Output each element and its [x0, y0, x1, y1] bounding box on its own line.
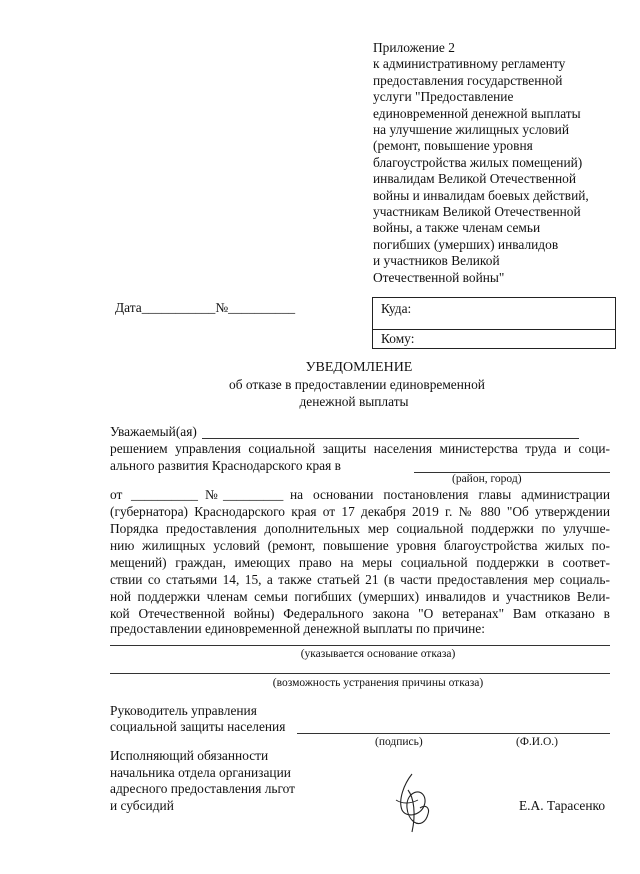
- region-hint: (район, город): [452, 473, 522, 485]
- footer-position: [110, 748, 295, 814]
- number-label: №: [215, 300, 229, 315]
- body-line: ной поддержки членам семьи погибших (умерших) инвалидов и участников Вели-: [110, 589, 610, 604]
- footer-line: начальника отдела организации: [110, 764, 291, 780]
- appendix-line: единовременной денежной выплаты: [373, 105, 581, 121]
- date-number-line: [115, 300, 295, 316]
- recipient-label: Кому:: [381, 331, 415, 346]
- appendix-line: Приложение 2: [373, 40, 455, 55]
- handwritten-signature: [390, 770, 440, 836]
- addressee-name-field[interactable]: [202, 438, 579, 439]
- appendix-line: (ремонт, повышение уровня: [373, 138, 533, 154]
- appendix-line: Отечественной войны": [373, 269, 505, 285]
- recipient-box[interactable]: [372, 329, 616, 349]
- appendix-line: предоставления государственной: [373, 72, 563, 88]
- appendix-line: инвалидам Великой Отечественной: [373, 171, 577, 187]
- decision-number-label: №: [205, 487, 218, 502]
- date-field[interactable]: ___________: [141, 300, 216, 315]
- appendix-line: благоустройства жилых помещений): [373, 154, 583, 170]
- body-line: решением управления социальной защиты населения министерства труда и соци-: [110, 441, 610, 456]
- decision-date-field[interactable]: __________: [131, 487, 198, 502]
- body-line: ального развития Краснодарского края в: [110, 458, 341, 473]
- from-label: от: [110, 487, 123, 502]
- appendix-line: услуги "Предоставление: [373, 89, 514, 105]
- signatory-name: Е.А. Тарасенко: [519, 798, 606, 813]
- document-subtitle-2: денежной выплаты: [299, 394, 409, 409]
- remedy-field[interactable]: [110, 673, 610, 674]
- date-label: Дата: [115, 300, 142, 315]
- footer-line: и субсидий: [110, 797, 174, 813]
- head-signature-field[interactable]: [297, 733, 610, 734]
- appendix-line: войны и инвалидам боевых действий,: [373, 187, 589, 203]
- appendix-line: к административному регламенту: [373, 56, 566, 72]
- body-line: (губернатора) Краснодарского края от 17 декабря 2019 г. № 880 "Об утверждении: [110, 504, 610, 519]
- decision-number-field[interactable]: _________: [223, 487, 284, 502]
- appendix-line: на улучшение жилищных условий: [373, 122, 570, 138]
- body-line: кой Отечественной войны) Федерального закона "О ветеранах" Вам отказано в: [110, 606, 610, 621]
- body-line: ствии со статьями 14, 15, а также статьей 21 (в части предоставления мер социаль-: [110, 572, 610, 587]
- footer-line: Исполняющий обязанности: [110, 748, 269, 763]
- number-field[interactable]: __________: [228, 300, 296, 315]
- appendix-line: и участников Великой: [373, 253, 500, 269]
- signature-hint: (подпись): [375, 736, 423, 748]
- body-line: Порядка предоставления дополнительных мер социальной поддержки по улучше-: [110, 521, 610, 536]
- appendix-line: участникам Великой Отечественной: [373, 204, 581, 220]
- footer-line: адресного предоставления льгот: [110, 781, 296, 796]
- body-line: на основании постановления главы администрации: [290, 487, 610, 502]
- head-title-line-1: Руководитель управления: [110, 703, 257, 718]
- appendix-line: войны, а также членам семьи: [373, 220, 541, 236]
- appendix-header: [373, 40, 589, 286]
- destination-label: Куда:: [381, 301, 412, 316]
- appendix-line: погибших (умерших) инвалидов: [373, 236, 559, 252]
- document-subtitle-1: об отказе в предоставлении единовременной: [229, 377, 485, 392]
- refusal-reason-field[interactable]: [110, 645, 610, 646]
- document-title: УВЕДОМЛЕНИЕ: [305, 360, 413, 375]
- destination-box[interactable]: [372, 297, 616, 330]
- body-line: предоставлении единовременной денежной выплаты по причине:: [110, 621, 485, 636]
- body-line: нию жилищных условий (ремонт, повышение уровня благоустройства жилых по-: [110, 538, 610, 553]
- body-line: мещений) граждан, имеющих право на меры социальной поддержки в соответ-: [110, 555, 610, 570]
- refusal-reason-hint: (указывается основание отказа): [300, 648, 456, 660]
- greeting-label: Уважаемый(ая): [110, 424, 197, 439]
- remedy-hint: (возможность устранения причины отказа): [272, 677, 484, 689]
- head-title-line-2: социальной защиты населения: [110, 719, 286, 734]
- name-hint: (Ф.И.О.): [516, 736, 558, 748]
